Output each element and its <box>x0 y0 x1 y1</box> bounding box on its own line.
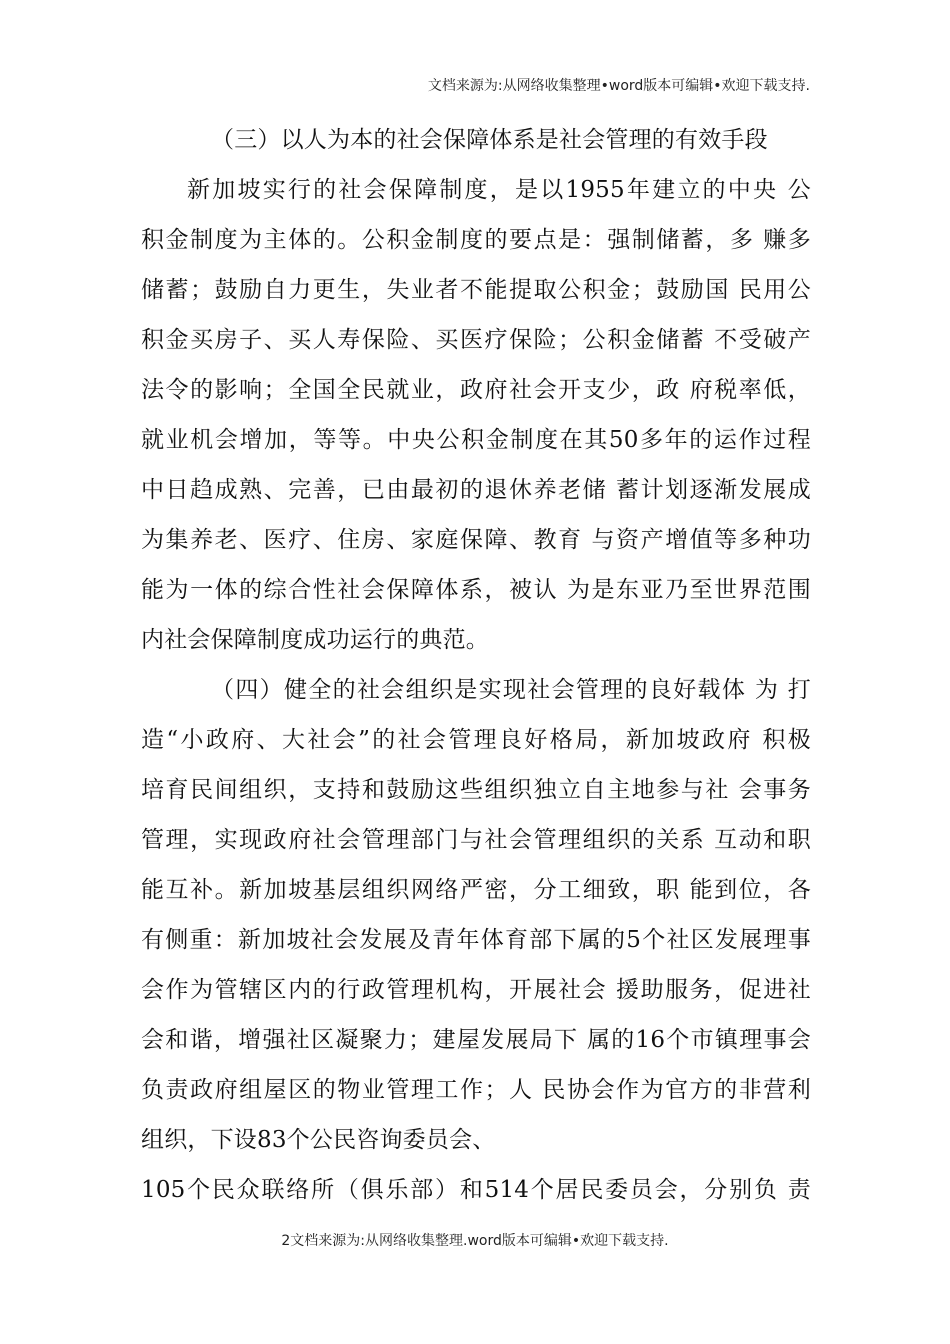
paragraph-line: 新加坡实行的社会保障制度，是以1955年建立的中央 公 <box>187 177 811 203</box>
document-body <box>141 115 811 1215</box>
section-heading-3: （三）以人为本的社会保障体系是社会管理的有效手段 <box>211 127 768 153</box>
paragraph-line: 为集养老、医疗、住房、家庭保障、教育 与资产增值等多种功 <box>141 527 811 553</box>
paragraph-line: 积金买房子、买人寿保险、买医疗保险；公积金储蓄 不受破产 <box>141 327 811 353</box>
paragraph-line: 会作为管辖区内的行政管理机构，开展社会 援助服务，促进社 <box>141 977 811 1003</box>
paragraph-line: 内社会保障制度成功运行的典范。 <box>141 627 489 653</box>
paragraph-line: 能互补。新加坡基层组织网络严密，分工细致，职 能到位，各 <box>141 877 811 903</box>
paragraph-line: 组织，下设83个公民咨询委员会、 <box>141 1127 496 1153</box>
paragraph-line: 105个民众联络所（俱乐部）和514个居民委员会，分别负 责 <box>141 1177 811 1203</box>
paragraph-line: 积金制度为主体的。公积金制度的要点是：强制储蓄，多 赚多 <box>141 227 811 253</box>
page-footer: 2文档来源为:从网络收集整理.word版本可编辑•欢迎下载支持. <box>281 1233 669 1249</box>
paragraph-line: 负责政府组屋区的物业管理工作；人 民协会作为官方的非营利 <box>141 1077 811 1103</box>
section-heading-4: （四）健全的社会组织是实现社会管理的良好载体 为 打 <box>211 677 811 703</box>
paragraph-line: 法令的影响；全国全民就业，政府社会开支少，政 府税率低， <box>141 377 811 403</box>
paragraph-line: 会和谐，增强社区凝聚力；建屋发展局下 属的16个市镇理事会 <box>141 1027 811 1053</box>
paragraph-line: 中日趋成熟、完善，已由最初的退休养老储 蓄计划逐渐发展成 <box>141 477 811 503</box>
paragraph-line: 管理，实现政府社会管理部门与社会管理组织的关系 互动和职 <box>141 827 811 853</box>
paragraph-line: 有侧重：新加坡社会发展及青年体育部下属的5个社区发展理事 <box>141 927 811 953</box>
paragraph-line: 造“小政府、大社会”的社会管理良好格局，新加坡政府 积极 <box>141 727 811 753</box>
paragraph-line: 能为一体的综合性社会保障体系，被认 为是东亚乃至世界范围 <box>141 577 811 603</box>
page-header: 文档来源为:从网络收集整理•word版本可编辑•欢迎下载支持. <box>427 78 810 94</box>
paragraph-line: 储蓄；鼓励自力更生，失业者不能提取公积金；鼓励国 民用公 <box>141 277 811 303</box>
paragraph-line: 就业机会增加，等等。中央公积金制度在其50多年的运作过程 <box>141 427 811 453</box>
paragraph-line: 培育民间组织，支持和鼓励这些组织独立自主地参与社 会事务 <box>141 777 811 803</box>
